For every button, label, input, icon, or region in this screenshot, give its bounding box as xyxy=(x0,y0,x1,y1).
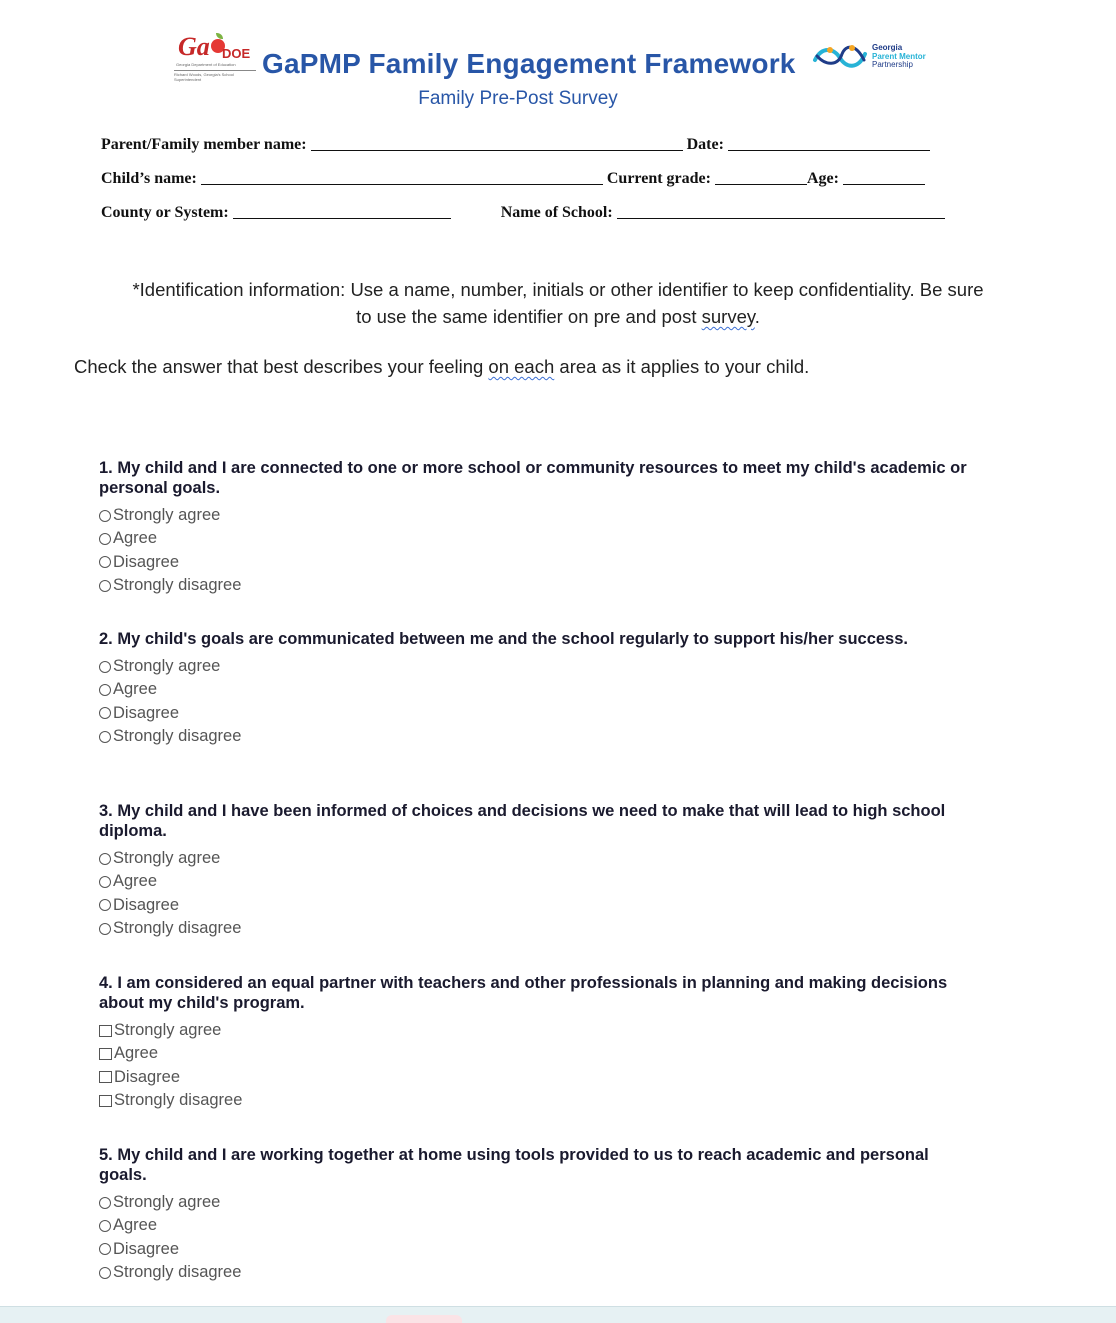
question-4 xyxy=(99,973,979,1112)
grade-label: Current grade: xyxy=(606,170,711,187)
form-row-county xyxy=(101,204,945,222)
form-row-parent xyxy=(101,136,930,154)
radio-icon[interactable] xyxy=(99,556,111,568)
option-strongly-disagree[interactable]: Strongly disagree xyxy=(99,1089,979,1112)
checkbox-icon[interactable] xyxy=(99,1071,112,1083)
radio-icon[interactable] xyxy=(99,731,111,743)
checkbox-icon[interactable] xyxy=(99,1095,112,1107)
option-disagree[interactable]: Disagree xyxy=(99,1066,979,1089)
option-strongly-disagree[interactable]: Strongly disagree xyxy=(99,725,979,748)
radio-icon[interactable] xyxy=(99,661,111,673)
gpmp-logo xyxy=(812,40,942,80)
question-2 xyxy=(99,629,979,748)
page-subtitle: Family Pre-Post Survey xyxy=(418,88,618,109)
option-strongly-agree[interactable]: Strongly agree xyxy=(99,504,979,527)
date-field[interactable] xyxy=(728,136,930,151)
question-text: 1. My child and I are connected to one or more school or community resources to meet my child's academic or personal goals. xyxy=(99,459,967,497)
option-agree[interactable]: Agree xyxy=(99,870,979,893)
radio-icon[interactable] xyxy=(99,707,111,719)
date-label: Date: xyxy=(686,136,724,153)
school-field[interactable] xyxy=(617,204,945,219)
option-strongly-agree[interactable]: Strongly agree xyxy=(99,655,979,678)
question-text: 2. My child's goals are communicated between me and the school regularly to support his/her success. xyxy=(99,630,908,648)
radio-icon[interactable] xyxy=(99,580,111,592)
option-disagree[interactable]: Disagree xyxy=(99,551,979,574)
checkbox-icon[interactable] xyxy=(99,1048,112,1060)
form-row-child xyxy=(101,170,925,188)
radio-icon[interactable] xyxy=(99,510,111,522)
bottom-strip xyxy=(0,1306,1116,1323)
option-strongly-disagree[interactable]: Strongly disagree xyxy=(99,917,979,940)
question-text: 5. My child and I are working together at home using tools provided to us to reach academic and personal goals. xyxy=(99,1146,929,1184)
option-strongly-agree[interactable]: Strongly agree xyxy=(99,1191,979,1214)
gadoe-logo-mark: Ga xyxy=(178,32,226,62)
question-text: 3. My child and I have been informed of choices and decisions we need to make that will lead to high school diploma. xyxy=(99,802,946,840)
parent-name-field[interactable] xyxy=(311,136,683,151)
age-label: Age: xyxy=(806,170,839,187)
county-label: County or System: xyxy=(101,204,229,221)
option-strongly-disagree[interactable]: Strongly disagree xyxy=(99,1261,979,1284)
gpmp-logo-line3: Partnership xyxy=(872,60,913,69)
option-disagree[interactable]: Disagree xyxy=(99,1238,979,1261)
option-disagree[interactable]: Disagree xyxy=(99,702,979,725)
option-strongly-disagree[interactable]: Strongly disagree xyxy=(99,574,979,597)
note-line1: *Identification information: Use a name, number, initials or other identifier to keep confidentiality. Be sure xyxy=(132,279,984,300)
gpmp-logo-line1: Georgia xyxy=(872,43,903,52)
note-line2: to use the same identifier on pre and post survey. xyxy=(356,306,760,327)
radio-icon[interactable] xyxy=(99,923,111,935)
question-1 xyxy=(99,458,979,597)
option-strongly-agree[interactable]: Strongly agree xyxy=(99,1019,979,1042)
age-field[interactable] xyxy=(843,170,925,185)
grade-field[interactable] xyxy=(715,170,807,185)
instruction-text: Check the answer that best describes your feeling on each area as it applies to your child. xyxy=(74,356,810,377)
radio-icon[interactable] xyxy=(99,1267,111,1279)
radio-icon[interactable] xyxy=(99,876,111,888)
question-text: 4. I am considered an equal partner with teachers and other professionals in planning and making decisions about my child's program. xyxy=(99,974,948,1012)
question-3 xyxy=(99,801,979,940)
radio-icon[interactable] xyxy=(99,1243,111,1255)
gpmp-logo-icon xyxy=(812,40,868,76)
radio-icon[interactable] xyxy=(99,853,111,865)
parent-name-label: Parent/Family member name: xyxy=(101,136,307,153)
checkbox-icon[interactable] xyxy=(99,1025,112,1037)
option-agree[interactable]: Agree xyxy=(99,527,979,550)
identification-note xyxy=(72,276,1044,330)
question-5 xyxy=(99,1145,979,1284)
page-title: GaPMP Family Engagement Framework xyxy=(262,48,796,79)
radio-icon[interactable] xyxy=(99,684,111,696)
radio-icon[interactable] xyxy=(99,1220,111,1232)
gadoe-logo xyxy=(170,32,256,82)
county-field[interactable] xyxy=(233,204,451,219)
gadoe-logo-line2: Richard Woods, Georgia's School Superintendent xyxy=(174,72,234,82)
option-agree[interactable]: Agree xyxy=(99,1042,979,1065)
radio-icon[interactable] xyxy=(99,1197,111,1209)
gadoe-logo-doe: DOE xyxy=(222,46,251,61)
school-label: Name of School: xyxy=(500,204,613,221)
option-disagree[interactable]: Disagree xyxy=(99,894,979,917)
gadoe-logo-line1: Georgia Department of Education xyxy=(176,62,236,67)
option-agree[interactable]: Agree xyxy=(99,1214,979,1237)
option-strongly-agree[interactable]: Strongly agree xyxy=(99,847,979,870)
gpmp-logo-line2: Parent Mentor xyxy=(872,51,926,61)
header xyxy=(0,30,1116,120)
child-name-field[interactable] xyxy=(201,170,603,185)
radio-icon[interactable] xyxy=(99,533,111,545)
child-name-label: Child’s name: xyxy=(101,170,197,187)
option-agree[interactable]: Agree xyxy=(99,678,979,701)
radio-icon[interactable] xyxy=(99,899,111,911)
